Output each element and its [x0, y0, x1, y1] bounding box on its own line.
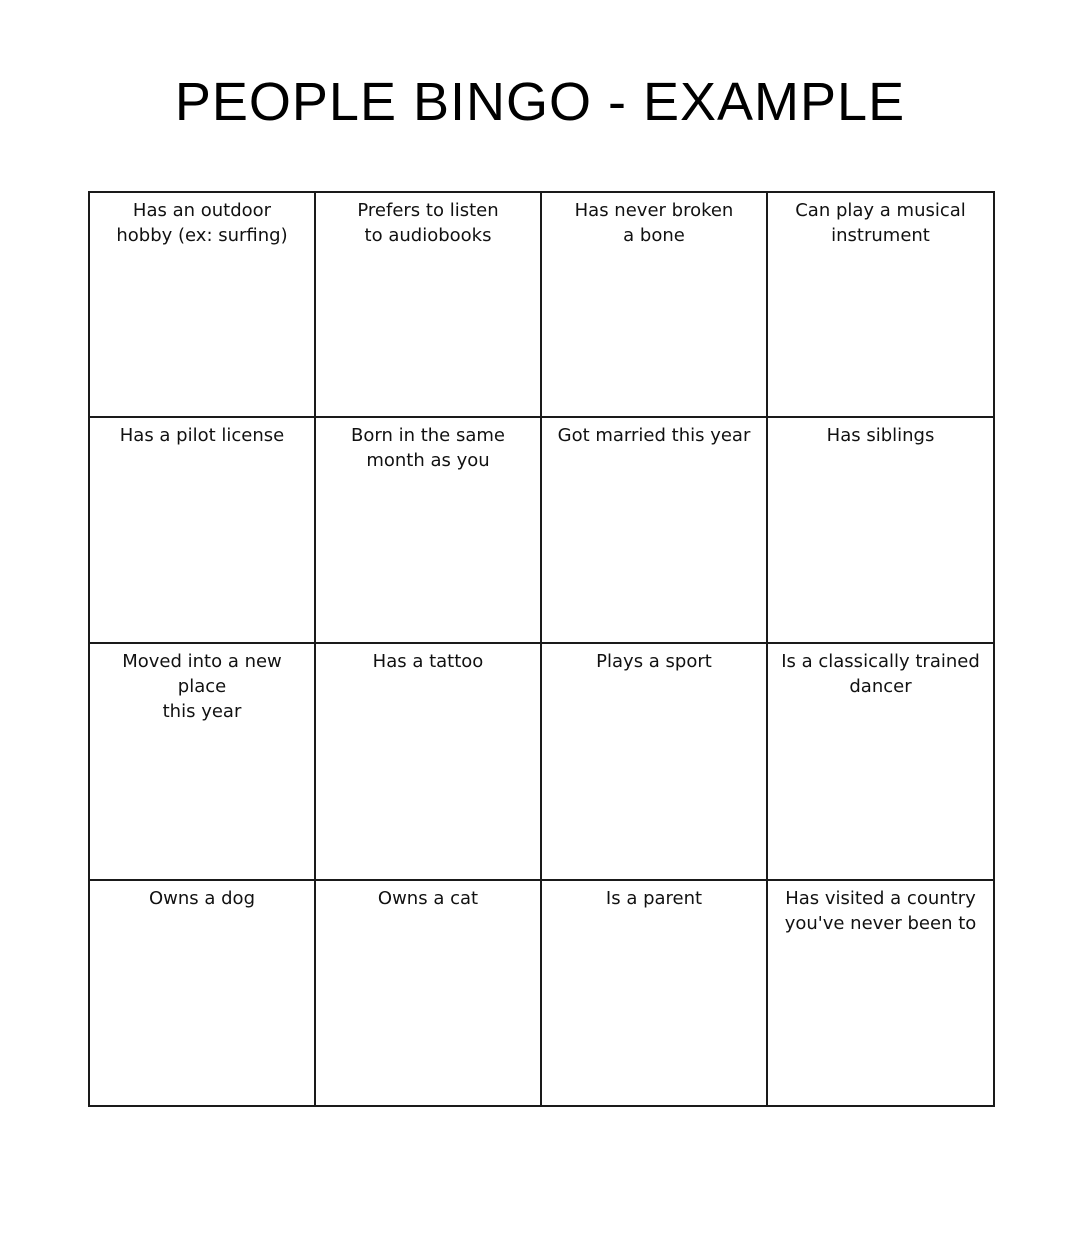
- bingo-cell[interactable]: [315, 880, 541, 1106]
- bingo-row: [89, 880, 994, 1106]
- bingo-cell[interactable]: [541, 192, 767, 417]
- bingo-cell-label: Owns a dog: [148, 888, 255, 909]
- bingo-cell-label: Has an outdoor hobby (ex: surfing): [116, 200, 288, 246]
- bingo-cell-label: Has visited a country you've never been to: [784, 888, 977, 934]
- bingo-cell[interactable]: [541, 643, 767, 880]
- bingo-cell[interactable]: [315, 192, 541, 417]
- bingo-cell-label: Has a pilot license: [119, 425, 285, 446]
- bingo-row: [89, 417, 994, 643]
- bingo-cell-label: Moved into a new place this year: [122, 651, 282, 722]
- bingo-cell-label: Owns a cat: [377, 888, 479, 909]
- bingo-cell-label: Has never broken a bone: [574, 200, 734, 246]
- bingo-cell[interactable]: [767, 880, 994, 1106]
- bingo-cell[interactable]: [541, 417, 767, 643]
- bingo-cell-label: Is a parent: [605, 888, 703, 909]
- bingo-cell[interactable]: [89, 192, 315, 417]
- bingo-cell-label: Got married this year: [557, 425, 751, 446]
- bingo-cell[interactable]: [767, 643, 994, 880]
- bingo-cell-label: Has a tattoo: [372, 651, 484, 672]
- bingo-cell-label: Prefers to listen to audiobooks: [357, 200, 499, 246]
- bingo-row: [89, 192, 994, 417]
- page-title: PEOPLE BINGO - EXAMPLE: [174, 72, 906, 132]
- bingo-cell-label: Has siblings: [826, 425, 935, 446]
- bingo-grid: [88, 191, 995, 1107]
- bingo-cell[interactable]: [315, 417, 541, 643]
- bingo-cell[interactable]: [315, 643, 541, 880]
- bingo-cell-label: Plays a sport: [596, 651, 712, 672]
- bingo-cell[interactable]: [89, 417, 315, 643]
- bingo-cell-label: Can play a musical instrument: [795, 200, 966, 246]
- bingo-cell[interactable]: [541, 880, 767, 1106]
- bingo-cell-label: Is a classically trained dancer: [781, 651, 980, 697]
- bingo-cell-label: Born in the same month as you: [351, 425, 505, 471]
- bingo-cell[interactable]: [767, 417, 994, 643]
- bingo-row: [89, 643, 994, 880]
- bingo-cell[interactable]: [89, 643, 315, 880]
- bingo-cell[interactable]: [767, 192, 994, 417]
- bingo-cell[interactable]: [89, 880, 315, 1106]
